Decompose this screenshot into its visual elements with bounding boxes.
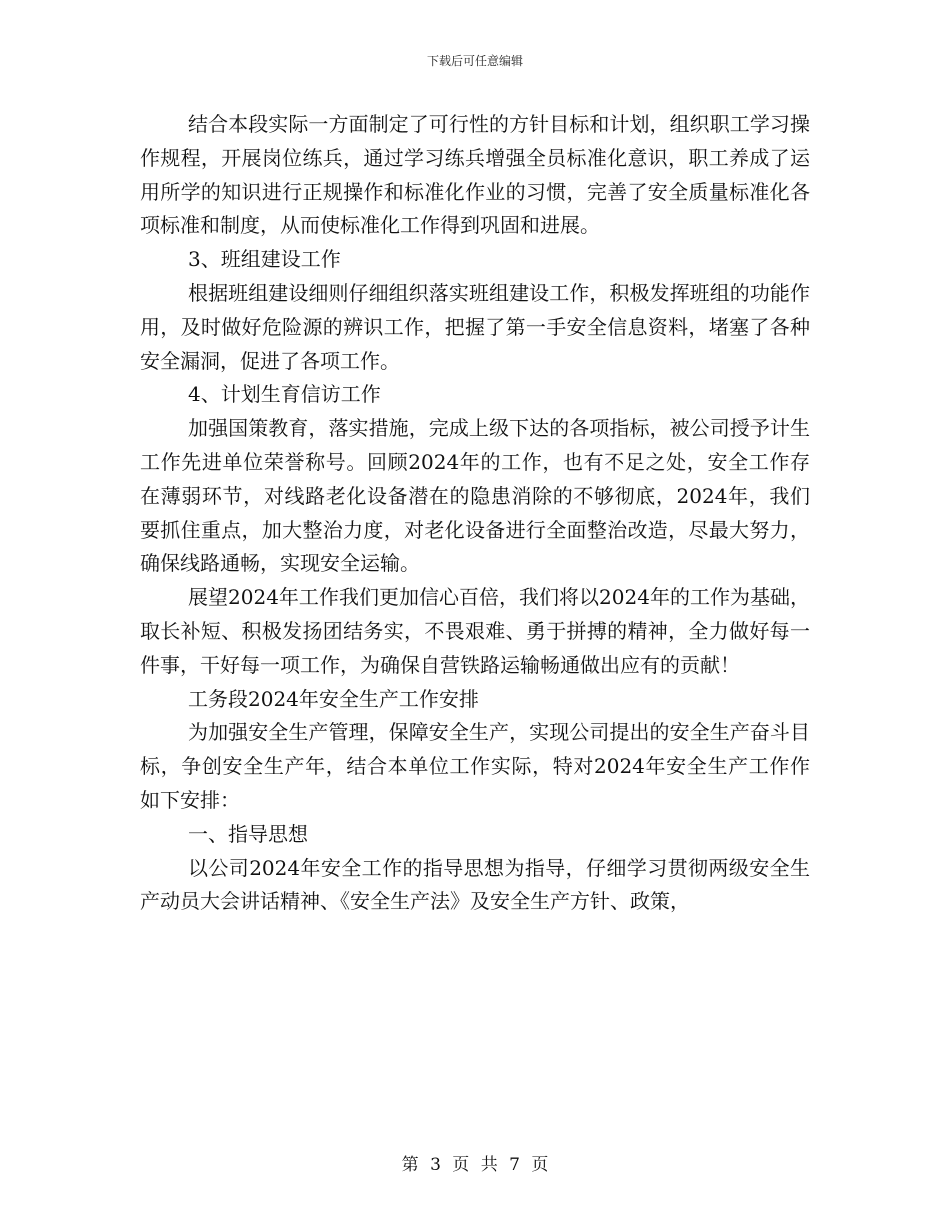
heading-team-building: 3、班组建设工作 — [188, 247, 341, 272]
paragraph-outlook: 展望2024年工作我们更加信心百倍，我们将以2024年的工作为基础，取长补短、积极发扬团结务实，不畏艰难、勇于拼搏的精神，全力做好每一件事，干好每一项工作，为确保自营铁路运输畅通做出应有的贡献！ — [140, 585, 810, 677]
page-footer: 第 3 页 共 7 页 — [401, 1155, 549, 1175]
page-header: 下载后可任意编辑 — [426, 54, 523, 68]
heading-family-planning: 4、计划生育信访工作 — [188, 382, 381, 407]
paragraph-team-building: 根据班组建设细则仔细组织落实班组建设工作，积极发挥班组的功能作用，及时做好危险源的辨识工作，把握了第一手安全信息资料，堵塞了各种安全漏洞，促进了各项工作。 — [140, 280, 810, 373]
paragraph-guiding-ideology: 以公司2024年安全工作的指导思想为指导，仔细学习贯彻两级安全生产动员大会讲话精神、《安全生产法》及安全生产方针、政策， — [140, 855, 810, 914]
document-body — [140, 108, 810, 919]
paragraph-family-planning: 加强国策教育，落实措施，完成上级下达的各项指标，被公司授予计生工作先进单位荣誉称号。回顾2024年的工作，也有不足之处，安全工作存在薄弱环节，对线路老化设备潜在的隐患消除的不够彻底，2024年，我们要抓住重点，加大整治力度，对老化设备进行全面整治改造，尽最大努力，确保线路通畅，实现安全运输。 — [140, 416, 810, 576]
section-title-safety-plan: 工务段2024年安全生产工作安排 — [188, 686, 479, 711]
paragraph-standardization: 结合本段实际一方面制定了可行性的方针目标和计划，组织职工学习操作规程，开展岗位练兵，通过学习练兵增强全员标准化意识，职工养成了运用所学的知识进行正规操作和标准化作业的习惯，完善了安全质量标准化各项标准和制度，从而使标准化工作得到巩固和进展。 — [140, 112, 810, 238]
heading-guiding-ideology: 一、指导思想 — [188, 821, 308, 846]
paragraph-safety-intro: 为加强安全生产管理，保障安全生产，实现公司提出的安全生产奋斗目标，争创安全生产年，结合本单位工作实际，特对2024年安全生产工作作如下安排： — [140, 720, 810, 812]
